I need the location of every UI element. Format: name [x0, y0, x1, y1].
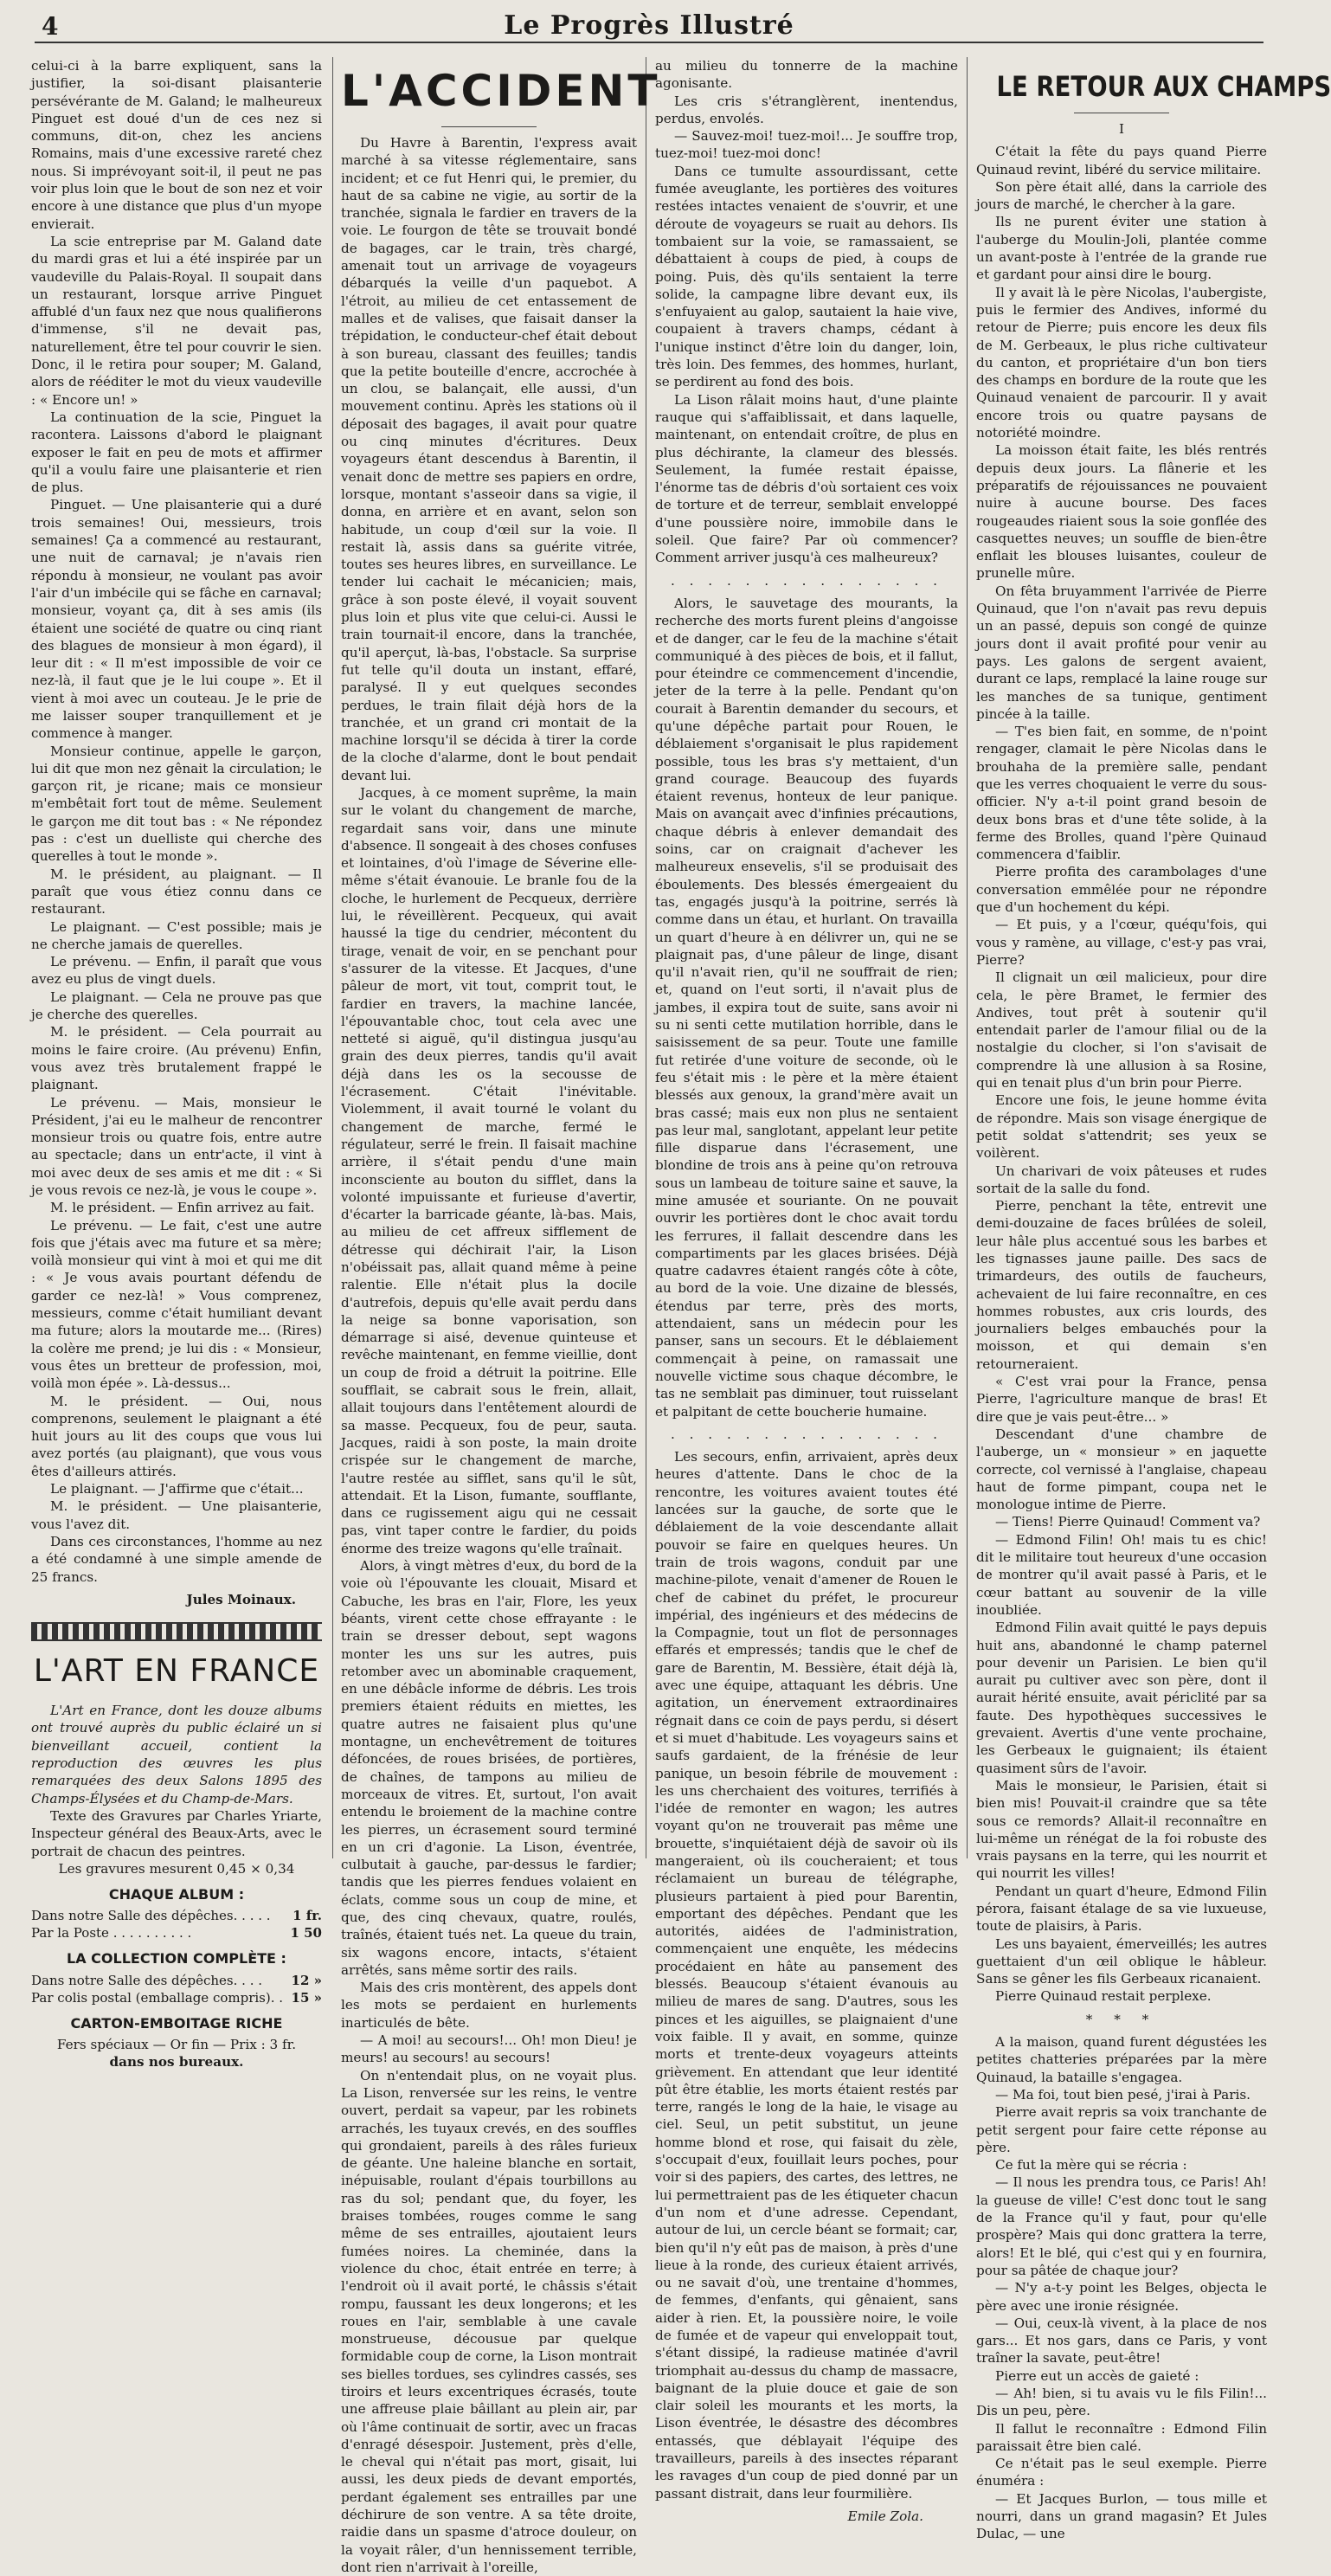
- paragraph: Pierre eut un accès de gaieté :: [995, 2367, 1199, 2384]
- paragraph: M. le président. — Enfin arrivez au fait.: [50, 1200, 315, 1216]
- paragraph: Dans ces circonstances, l'homme au nez a été condamné à une simple amende de 25 francs.: [31, 1533, 322, 1585]
- paragraph: Ce fut la mère qui se récria :: [995, 2157, 1187, 2174]
- price-value: 1 50: [290, 1925, 322, 1942]
- art-size-line: Les gravures mesurent 0,45 × 0,34: [58, 1860, 295, 1877]
- paragraph: La moisson était faite, les blés rentrés depuis deux jours. La flânerie et les préparatifs de réjouissances ne pouvaient nuire à aucune bourse. Des faces rougeaudes riaient sous la soie gonflée des casquettes neuves; un souffle de bien-être enflait les blouses luisantes, couleur de prunelle mûre.: [976, 442, 1267, 582]
- carton-line-2: dans nos bureaux.: [109, 2054, 244, 2070]
- paragraph: Edmond Filin avait quitté le pays depuis huit ans, abandonné le champ paternel pour devenir un Parisien. Le bien qu'il aurait pu cultiver avec son père, dont il aurait hérité ensuite, avait périclité par sa faute. Des hypothèques successives le grevaient. Avertis d'une vente prochaine, les Gerbeaux le guignaient; ils étaient quasiment sûrs de l'avoir.: [976, 1620, 1267, 1776]
- paragraph: — Il nous les prendra tous, ce Paris! Ah! la gueuse de ville! C'est donc tout le sang de la France qu'il y faut, pour qu'elle prospère? Mais qui donc grattera la terre, alors! Et le blé, qui c'est qui y en fournira, pour sa pâtée de chaque jour?: [976, 2174, 1267, 2278]
- column-4: [976, 57, 1331, 2542]
- page-header: [35, 7, 1263, 43]
- ornamental-border: [31, 1622, 322, 1641]
- paragraph: au milieu du tonnerre de la machine agonisante.: [655, 58, 958, 92]
- author-signature: Emile Zola.: [847, 2508, 923, 2524]
- paragraph: La scie entreprise par M. Galand date du mardi gras et lui a été inspirée par un vaudeville du Palais-Royal. Il soupait dans un restaurant, lorsque arrive Pinguet affublé d'un faux nez que nous qualifierons d'immense, s'il ne devait pas, naturellement, être tel pour couvrir le sien. Donc, il le retira pour souper; M. Galand, alors de rééditer le mot du vieux vaudeville : « Encore un! »: [31, 233, 322, 408]
- paragraph: Pierre profita des carambolages d'une conversation emmêlée pour ne répondre que d'un hochement du képi.: [976, 864, 1267, 916]
- section-separator: * * *: [1085, 2011, 1158, 2027]
- paragraph: — A moi! au secours!... Oh! mon Dieu! je meurs! au secours! au secours!: [341, 2032, 637, 2066]
- art-intro: L'Art en France, dont les douze albums ont trouvé auprès du public éclairé un si bienveillant accueil, contient la reproduction des œuvres les plus remarquées des deux Salons 1895 des Champs-Élysées et du Champ-de-Mars.: [31, 1703, 322, 1806]
- paragraph: Les uns bayaient, émerveillés; les autres guettaient d'un œil oblique le hâbleur. Sans se gêner les fils Gerbeaux ricanaient.: [976, 1935, 1267, 1987]
- price-label: Par colis postal (emballage compris). .: [31, 1989, 284, 2006]
- paragraph: La Lison râlait moins haut, d'une plainte rauque qui s'affaiblissait, et dans laquelle, maintenant, on entendait croître, de plus en plus déchirante, la clameur des blessés. Seulement, la fumée restait épaisse, l'énorme tas de débris d'où sortaient ces voix de torture et de terreur, semblait enveloppé d'une poussière noire, immobile dans le soleil. Que faire? Par où commencer? Comment arriver jusqu'à ces malheureux?: [655, 391, 958, 566]
- column-rule: [967, 57, 968, 1858]
- paragraph: M. le président, au plaignant. — Il paraît que vous étiez connu dans ce restaurant.: [31, 866, 322, 918]
- paragraph: Du Havre à Barentin, l'express avait marché à sa vitesse réglementaire, sans incident; et ce fut Henri qui, le premier, du haut de sa cabine ne vigie, au sortir de la tranchée, signala le fardier en travers de la voie. Le fourgon de tête se trouvait bondé de bagages, car le train, très chargé, amenait tout un arrivage de voyageurs débarqués la veille d'un paquebot. A l'étroit, au milieu de cet entassement de malles et de valises, que faisait danser la trépidation, le conducteur-chef était debout à son bureau, classant des feuilles; tandis que la petite bouteille d'encre, accrochée à un clou, se balançait, elle aussi, d'un mouvement continu. Après les stations où il déposait des bagages, il avait pour quatre ou cinq minutes d'écritures. Deux voyageurs étant descendus à Barentin, il venait donc de mettre ses papiers en ordre, lorsque, montant s'asseoir dans sa vigie, il donna, en arrière et en avant, selon son habitude, un coup d'œil sur la voie. Il restait là, assis dans sa guérite vitrée, toutes ses heures libres, en surveillance. Le tender lui cachait le mécanicien; mais, grâce à son poste élevé, il voyait souvent plus loin et plus vite que celui-ci. Aussi le train tournait-il encore, dans la tranchée, qu'il aperçut, là-bas, l'obstacle. Sa surprise fut telle qu'il douta un instant, effaré, paralysé. Il y eut quelques secondes perdues, le train filait déjà hors de la tranchée, et un grand cri montait de la machine lorsqu'il se décida à tirer la corde de la cloche d'alarme, dont le bout pendait devant lui.: [341, 135, 637, 783]
- paragraph: M. le président. — Cela pourrait au moins le faire croire. (Au prévenu) Enfin, vous avez très brutalement frappé le plaignant.: [31, 1024, 322, 1093]
- retour-title: LE RETOUR AUX CHAMPS: [996, 70, 1331, 103]
- price-value: 12 »: [291, 1972, 322, 1988]
- paragraph: Pierre, penchant la tête, entrevit une demi-douzaine de faces brûlées de soleil, leur hâle plus accentué sous les barbes et les tignasses jaune paille. Des sacs de trimardeurs, des outils de faucheurs, achevaient de lui faire reconnaître, en ces hommes robustes, aux cris lourds, des journaliers belges embauchés pour la moisson, et qui demain s'en retourneraient.: [976, 1198, 1267, 1372]
- paragraph: Le plaignant. — C'est possible; mais je ne cherche jamais de querelles.: [31, 918, 322, 952]
- paragraph: — Ah! bien, si tu avais vu le fils Filin!... Dis un peu, père.: [976, 2386, 1267, 2419]
- price-row: [31, 1989, 322, 2006]
- collection-heading: LA COLLECTION COMPLÈTE :: [67, 1950, 286, 1967]
- price-label: Par la Poste . . . . . . . . . .: [31, 1925, 192, 1942]
- paragraph: « C'est vrai pour la France, pensa Pierre, l'agriculture manque de bras! Et dire que je vais peut-être... »: [976, 1374, 1267, 1425]
- paragraph: A la maison, quand furent dégustées les petites chatteries préparées par la mère Quinaud, la bataille s'engagea.: [976, 2034, 1267, 2085]
- section-number: I: [1119, 121, 1124, 137]
- price-row: [31, 1907, 322, 1924]
- paragraph: Les cris s'étranglèrent, inentendus, perdus, envolés.: [655, 93, 958, 126]
- album-heading: CHAQUE ALBUM :: [108, 1886, 245, 1903]
- paragraph: — T'es bien fait, en somme, de n'point rengager, clamait le père Nicolas dans le brouhaha de la première salle, pendant que les verres choquaient le verre du sous-officier. N'y a-t-il point grand besoin de deux bons bras et d'une tête solide, à la ferme des Brolles, quand l'père Quinaud commencera d'faiblir.: [976, 724, 1267, 863]
- paragraph: Alors, le sauvetage des mourants, la recherche des morts furent pleins d'angoisse et de danger, car le feu de la machine s'était communiqué à des pièces de bois, et il fallut, pour éteindre ce commencement d'incendie, jeter de la terre à la pelle. Pendant qu'on courait à Barentin demander du secours, et qu'une dépêche partait pour Rouen, le déblaiement s'organisait le plus rapidement possible, tous les bras s'y mettaient, d'un grand courage. Beaucoup des fuyards étaient revenus, honteux de leur panique. Mais on avançait avec d'infinies précautions, chaque débris à enlever demandait des soins, car on craignait d'achever les malheureux ensevelis, s'il se produisait des éboulements. Des blessés émergeaient du tas, engagés jusqu'à la poitrine, serrés là comme dans un étau, et hurlant. On travailla un quart d'heure à en délivrer un, qui ne se plaignait pas, d'une pâleur de linge, disant qu'il n'avait rien, qu'il ne souffrait de rien; et, quand on l'eut sorti, il n'avait plus de jambes, il expira tout de suite, sans avoir ni su ni senti cette mutilation horrible, dans le saisissement de sa peur. Toute une famille fut retirée d'une voiture de seconde, où le feu s'était mis : le père et la mère étaient blessés aux genoux, la grand'mère avait un bras cassé; mais eux non plus ne sentaient pas leur mal, sanglotant, appelant leur petite fille disparue dans l'écrasement, une blondine de trois ans à peine qu'on retrouva sous un lambeau de toiture saine et sauve, la mine amusée et souriante. On ne pouvait ouvrir les portières dont le choc avait tordu les ferrures, il fallait descendre dans les compartiments par les glaces brisées. Déjà quatre cadavres étaient rangés côte à côte, au bord de la voie. Une dizaine de blessés, étendus par terre, près des morts, attendaient, sans un médecin pour les panser, sans un secours. Et le déblaiement commençait à peine, on ramassait une nouvelle victime sous chaque décombre, le tas ne semblait pas diminuer, tout ruisselant et palpitant de cette boucherie humaine.: [655, 595, 958, 1420]
- paragraph: Ce n'était pas le seul exemple. Pierre énuméra :: [976, 2456, 1267, 2489]
- paragraph: — Ma foi, tout bien pesé, j'irai à Paris.: [995, 2086, 1251, 2103]
- paragraph: Le prévenu. — Mais, monsieur le Président, j'ai eu le malheur de rencontrer monsieur trois ou quatre fois, entre autre au spectacle; dans un entr'acte, il vint à moi avec deux de ses amis et me dit : « Si je vous revois ce nez-là, je vous le coupe ».: [31, 1094, 322, 1198]
- paragraph: — Et puis, y a l'cœur, quéqu'fois, qui vous y ramène, au village, c'est-y pas vrai, Pierre?: [976, 917, 1267, 968]
- column-rule: [332, 57, 333, 1858]
- paragraph: celui-ci à la barre expliquent, sans la justifier, la soi-disant plaisanterie persévérante de M. Galand; le malheureux Pinguet est doué d'un de ces nez si communs, dit-on, chez les anciens Romains, mais d'une excessive rareté chez nous. Si imprévoyant soit-il, il peut ne pas voir plus loin que le bout de son nez et voir encore à une distance que plus d'un myope envierait.: [31, 58, 322, 232]
- paragraph: Le plaignant. — J'affirme que c'était...: [50, 1481, 304, 1497]
- price-label: Dans notre Salle des dépêches. . . .: [31, 1972, 263, 1988]
- paragraph: Son père était allé, dans la carriole des jours de marché, le chercher à la gare.: [976, 178, 1267, 213]
- carton-line: Fers spéciaux — Or fin — Prix : 3 fr.: [56, 2036, 297, 2052]
- paragraph: Il fallut le reconnaître : Edmond Filin paraissait être bien calé.: [976, 2420, 1267, 2454]
- paragraph: Mais des cris montèrent, des appels dont les mots se perdaient en hurlements inarticulés de bête.: [341, 1980, 637, 2031]
- paragraph: Jacques, à ce moment suprême, la main sur le volant du changement de marche, regardait sans voir, dans une minute d'absence. Il songeait à des choses confuses et lointaines, d'où l'image de Séverine elle-même s'était évanouie. Le branle fou de la cloche, le hurlement de Pecqueux, derrière lui, le réveillèrent. Pecqueux, qui avait haussé la tige du cendrier, mécontent du tirage, venait de voir, en se penchant pour s'assurer de la vitesse. Et Jacques, d'une pâleur de mort, vit tout, comprit tout, le fardier en travers, la machine lancée, l'épouvantable choc, tout cela avec une netteté si aiguë, qu'il distingua jusqu'au grain des deux pierres, tandis qu'il avait déjà dans les os la secousse de l'écrasement. C'était l'inévitable. Violemment, il avait tourné le volant du changement de marche, fermé le régulateur, serré le frein. Il faisait machine arrière, il s'était pendu d'une main inconsciente au bouton du sifflet, dans la volonté impuissante et furieuse d'avertir, d'écarter la barricade géante, là-bas. Mais, au milieu de cet affreux sifflement de détresse qui déchirait l'air, la Lison n'obéissait pas, allait quand même à peine ralentie. Elle n'était plus la docile d'autrefois, depuis qu'elle avait perdu dans la neige sa bonne vaporisation, son démarrage si aisé, devenue quinteuse et revêche maintenant, en femme vieillie, dont un coup de froid a détruit la poitrine. Elle soufflait, se cabrait sous le frein, allait, allait toujours dans l'entêtement alourdi de sa masse. Pecqueux, fou de peur, sauta. Jacques, raidi à son poste, la main droite crispée sur le changement de marche, l'autre restée au sifflet, sans qu'il le sût, attendait. Et la Lison, fumante, soufflante, dans ce rugissement aigu qui ne cessait pas, vint taper contre le fardier, du poids énorme des treize wagons qu'elle traînait.: [341, 784, 637, 1556]
- price-value: 15 »: [291, 1989, 322, 2006]
- paragraph: — Oui, ceux-là vivent, à la place de nos gars... Et nos gars, dans ce Paris, y vont traîner la savate, peut-être!: [976, 2315, 1267, 2367]
- paragraph: Le plaignant. — Cela ne prouve pas que je cherche des querelles.: [31, 989, 322, 1023]
- paragraph: Pierre Quinaud restait perplexe.: [995, 1988, 1212, 2005]
- page-number: 4: [42, 12, 59, 41]
- paragraph: — Et Jacques Burlon, — tous mille et nourri, dans un grand magasin? Et Jules Dulac, — une: [976, 2490, 1267, 2542]
- column-1: [31, 57, 322, 2070]
- paragraph: Les secours, enfin, arrivaient, après deux heures d'attente. Dans le choc de la rencontre, les voitures avaient toutes été lancées sur la gauche, de sorte que le déblaiement de la voie descendante allait pouvoir se faire en quelques heures. Un train de trois wagons, conduit par une machine-pilote, venait d'amener de Rouen le chef de cabinet du préfet, le procureur impérial, des ingénieurs et des médecins de la Compagnie, tout un flot de personnages effarés et empressés; tandis que le chef de gare de Barentin, M. Bessière, était déjà là, avec une équipe, attaquant les débris. Une agitation, un énervement extraordinaires régnait dans ce coin de pays perdu, si désert et si muet d'habitude. Les voyageurs sains et saufs gardaient, de la frénésie de leur panique, un besoin fébrile de mouvement : les uns cherchaient des voitures, terrifiés à l'idée de remonter en wagon; les autres voyant qu'on ne trouverait pas même une brouette, s'inquiétaient déjà de savoir où ils mangeraient, où ils coucheraient; et tous réclamaient un bureau de télégraphe, plusieurs partaient à pied pour Barentin, emportant des dépêches. Pendant que les autorités, aidées de l'administration, commençaient une enquête, les médecins procédaient en hâte au pansement des blessés. Beaucoup s'étaient évanouis au milieu de mares de sang. D'autres, sous les pinces et les aiguilles, se plaignaient d'une voix faible. Il y avait, en somme, quinze morts et trente-deux voyageurs atteints grièvement. En attendant que leur identité pût être établie, les morts étaient restés par terre, rangés le long de la haie, le visage au ciel. Seul, un petit substitut, un jeune homme blond et rose, qui faisait du zèle, s'occupait d'eux, fouillait leurs poches, pour voir si des papiers, des cartes, des lettres, ne lui permettraient pas de les étiqueter chacun d'un nom et d'une adresse. Cependant, autour de lui, un cercle béant se formait; car, bien qu'il n'y eût pas de maison, à près d'une lieue à la ronde, des curieux étaient arrivés, ou ne savait d'où, une trentaine d'hommes, de femmes, d'enfants, qui gênaient, sans aider à rien. Et, la poussière noire, le voile de fumée et de vapeur qui enveloppait tout, s'étant dissipé, la radieuse matinée d'avril triomphait au-dessus du champ de massacre, baignant de la pluie douce et gaie de son clair soleil les mourants et les morts, la Lison éventrée, le désastre des décombres entassés, que déblayait l'équipe des travailleurs, pareils à des insectes réparant les ravages d'un coup de pied donné par un passant distrait, dans leur fourmilière.: [655, 1449, 958, 2502]
- section-separator: . . . . . . . . . . . . . . .: [670, 572, 942, 589]
- paragraph: Monsieur continue, appelle le garçon, lui dit que mon nez gênait la circulation; le garçon rit, je ricane; mais ce monsieur m'embêtait fort tout de même. Seulement le garçon me dit tout bas : « Ne répondez pas : c'est un duelliste qui cherche des querelles à tout le monde ».: [31, 743, 322, 865]
- paragraph: Descendant d'une chambre de l'auberge, un « monsieur » en jaquette correcte, col vernissé à l'anglaise, chapeau haut de forme pimpant, coupa net le monologue intime de Pierre.: [976, 1426, 1267, 1513]
- paragraph: Il y avait là le père Nicolas, l'aubergiste, puis le fermier des Andives, informé du retour de Pierre; puis encore les deux fils de M. Gerbeaux, le plus riche cultivateur du canton, et propriétaire d'un bon tiers des champs en bordure de la route que les Quinaud venaient de parcourir. Il y avait encore trois ou quatre paysans de notoriété moindre.: [976, 284, 1267, 441]
- paragraph: — Tiens! Pierre Quinaud! Comment va?: [995, 1514, 1261, 1530]
- price-value: 1 fr.: [293, 1908, 322, 1924]
- paragraph: Le prévenu. — Le fait, c'est une autre fois que j'étais avec ma future et sa mère; voilà monsieur qui vint à moi et qui me dit : « Je vous avais pourtant défendu de garder ce nez-là! » Vous comprenez, messieurs, comme c'était humiliant devant ma future; alors la moutarde me... (Rires) la colère me prend; je lui dis : « Monsieur, vous êtes un bretteur de profession, moi, voilà mon épée ». Là-dessus...: [31, 1217, 322, 1392]
- paragraph: — Edmond Filin! Oh! mais tu es chic! dit le militaire tout heureux d'une occasion de montrer qu'il avait passé à Paris, et le cœur battant au souvenir de la ville inoubliée.: [976, 1531, 1267, 1618]
- paragraph: Alors, à vingt mètres d'eux, du bord de la voie où l'épouvante les clouait, Misard et Cabuche, les bras en l'air, Flore, les yeux béants, virent cette chose effrayante : le train se dresser debout, sept wagons monter les uns sur les autres, puis retomber avec un abominable craquement, en une débâcle informe de débris. Les trois premiers étaient réduits en miettes, les quatre autres ne faisaient plus qu'une montagne, un enchevêtrement de toitures défoncées, de roues brisées, de portières, de chaînes, de tampons au milieu de morceaux de vitres. Et, surtout, l'on avait entendu le broiement de la machine contre les pierres, un écrasement sourd terminé en un cri d'agonie. La Lison, éventrée, culbutait à gauche, par-dessus le fardier; tandis que les pierres fendues volaient en éclats, comme sous un coup de mine, et que, des cinq chevaux, quatre, roulés, traînés, étaient tués net. La queue du train, six wagons encore, intacts, s'étaient arrêtés, sans même sortir des rails.: [341, 1558, 637, 1978]
- price-label: Dans notre Salle des dépêches. . . . .: [31, 1908, 271, 1924]
- paragraph: Le prévenu. — Enfin, il paraît que vous avez eu plus de vingt duels.: [31, 954, 322, 988]
- column-2: [341, 57, 661, 2575]
- author-signature: Jules Moinaux.: [186, 1591, 296, 1607]
- paragraph: Dans ce tumulte assourdissant, cette fumée aveuglante, les portières des voitures restées intactes venaient de s'ouvrir, et une déroute de voyageurs se ruait au dehors. Ils tombaient sur la voie, se ramassaient, se débattaient à coups de pied, à coups de poing. Puis, dès qu'ils sentaient la terre solide, la campagne libre devant eux, ils s'enfuyaient au galop, sautaient la haie vive, coupaient à travers champs, cédant à l'unique instinct d'être loin du danger, loin, très loin. Des femmes, des hommes, hurlant, se perdirent au fond des bois.: [655, 163, 958, 390]
- accident-title: L'ACCIDENT: [341, 66, 661, 116]
- paragraph: M. le président. — Oui, nous comprenons, seulement le plaignant a été huit jours au lit des coups que vous lui avez portés (au plaignant), que vous vous êtes d'ailleurs attirés.: [31, 1393, 322, 1479]
- paragraph: — N'y a-t-y point les Belges, objecta le père avec une ironie résignée.: [976, 2280, 1267, 2314]
- paragraph: — Sauvez-moi! tuez-moi!... Je souffre trop, tuez-moi! tuez-moi donc!: [655, 128, 958, 162]
- paragraph: Pierre avait repris sa voix tranchante de petit sergent pour faire cette réponse au père.: [976, 2104, 1267, 2155]
- price-row: [31, 1972, 322, 1989]
- price-row: [31, 1924, 322, 1942]
- art-en-france-title: L'ART EN FRANCE: [33, 1653, 320, 1690]
- paragraph: Pendant un quart d'heure, Edmond Filin pérora, faisant étalage de sa vie luxueuse, toute de plaisirs, à Paris.: [976, 1883, 1267, 1935]
- paragraph: On fêta bruyamment l'arrivée de Pierre Quinaud, que l'on n'avait pas revu depuis un an passé, depuis son congé de quinze jours dont il avait profité pour venir au pays. Les galons de sergent avaient, durant ce laps, remplacé la laine rouge sur les manches de sa tunique, gentiment pincée à la taille.: [976, 583, 1267, 722]
- art-text-line: Texte des Gravures par Charles Yriarte, Inspecteur général des Beaux-Arts, avec le portrait de chacun des peintres.: [31, 1807, 322, 1859]
- paragraph: La continuation de la scie, Pinguet la racontera. Laissons d'abord le plaignant exposer le fait en peu de mots et affirmer qu'il a voulu faire une plaisanterie et rien de plus.: [31, 409, 322, 496]
- paragraph: Il clignait un œil malicieux, pour dire cela, le père Bramet, le fermier des Andives, tout prêt à soutenir qu'il entendait parler de l'amour filial ou de la nostalgie du clocher, si l'on s'avisait de comprendre là une allusion à sa Rosine, qui en tenait plus d'un brin pour Pierre.: [976, 969, 1267, 1092]
- paragraph: M. le président. — Une plaisanterie, vous l'avez dit.: [31, 1498, 322, 1532]
- paragraph: Ils ne purent éviter une station à l'auberge du Moulin-Joli, plantée comme un avant-poste à l'entrée de la grande rue et gardant pour ainsi dire le bourg.: [976, 214, 1267, 283]
- paragraph: Un charivari de voix pâteuses et rudes sortait de la salle du fond.: [976, 1162, 1267, 1196]
- paragraph: On n'entendait plus, on ne voyait plus. La Lison, renversée sur les reins, le ventre ouvert, perdait sa vapeur, par les robinets arrachés, les tuyaux crevés, en des souffles qui grondaient, pareils à des râles furieux de géante. Une haleine blanche en sortait, inépuisable, roulant d'épais tourbillons au ras du sol; pendant que, du foyer, les braises tombées, rouges comme le sang même de ses entrailles, ajoutaient leurs fumées noires. La cheminée, dans la violence du choc, était entrée en terre; à l'endroit où il avait porté, le châssis s'était rompu, faussant les deux longerons; et les roues en l'air, semblable à une cavale monstrueuse, décousue par quelque formidable coup de corne, la Lison montrait ses bielles tordues, ses cylindres cassés, ses tiroirs et leurs excentriques écrasés, toute une affreuse plaie bâillant au plein air, par où l'âme continuait de sortir, avec un fracas d'enragé désespoir. Justement, près d'elle, le cheval qui n'était pas mort, gisait, lui aussi, les deux pieds de devant emportés, perdant également ses entrailles par une déchirure de son ventre. A sa tête droite, raidie dans un spasme d'atroce douleur, on la voyait râler, d'un hennissement terrible, dont rien n'arrivait à l'oreille,: [341, 2067, 637, 2575]
- section-separator: . . . . . . . . . . . . . . .: [670, 1426, 942, 1442]
- paragraph: Pinguet. — Une plaisanterie qui a duré trois semaines! Oui, messieurs, trois semaines! Ça a commencé au restaurant, une nuit de carnaval; je n'avais rien répondu à monsieur, ne voulant pas avoir l'air d'un imbécile qui se fâche en carnaval; monsieur, voyant ça, dit à ses amis (ils étaient une société de quatre ou cinq riant des blagues de monsieur à mon égard), il leur dit : « Il m'est impossible de voir ce nez-là, il faut que je le lui coupe ». Et il vient à moi avec un couteau. Je le prie de me laisser souper tranquillement et je commence à manger.: [31, 497, 322, 742]
- title-rule: [441, 126, 537, 127]
- paragraph: Mais le monsieur, le Parisien, était si bien mis! Pouvait-il craindre que sa tête sous ce remords? Allait-il reconnaître en lui-même un rénégat de la foi robuste des vrais paysans en la terre, qui les nourrit et qui nourrit les villes!: [976, 1777, 1267, 1882]
- paragraph: Encore une fois, le jeune homme évita de répondre. Mais son visage énergique de petit soldat s'attendrit; ses yeux se voilèrent.: [976, 1092, 1267, 1162]
- column-3: [655, 57, 958, 2524]
- carton-heading: CARTON-EMBOITAGE RICHE: [70, 2014, 283, 2032]
- paragraph: C'était la fête du pays quand Pierre Quinaud revint, libéré du service militaire.: [976, 144, 1267, 177]
- masthead: Le Progrès Illustré: [504, 10, 794, 41]
